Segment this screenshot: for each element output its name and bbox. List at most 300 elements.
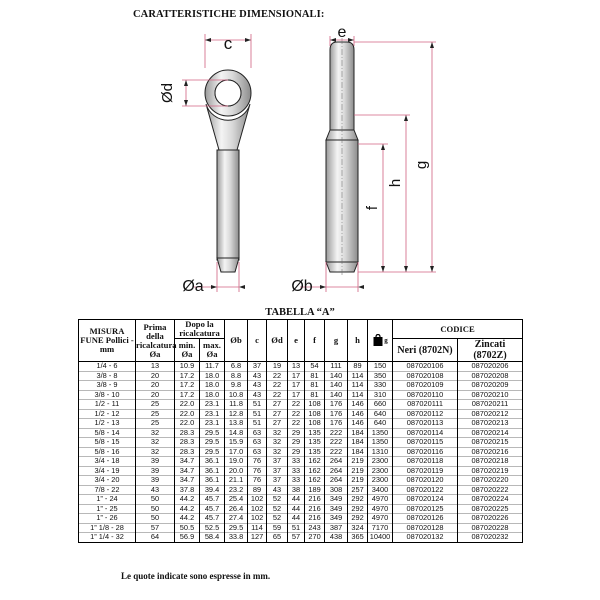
table-cell: 21.1 xyxy=(225,476,248,486)
table-cell: 257 xyxy=(348,485,368,495)
table-cell: 54 xyxy=(305,362,325,372)
table-cell: 1350 xyxy=(368,438,393,448)
table-cell: 087020215 xyxy=(458,438,523,448)
table-cell: 81 xyxy=(305,381,325,391)
table-cell: 087020115 xyxy=(393,438,458,448)
table-cell: 52 xyxy=(267,514,288,524)
table-cell: 150 xyxy=(368,362,393,372)
table-cell: 3/4 - 19 xyxy=(79,466,136,476)
table-cell: 17 xyxy=(288,371,305,381)
table-cell: 37.8 xyxy=(175,485,200,495)
table-cell: 64 xyxy=(136,533,175,543)
table-cell: 087020222 xyxy=(458,485,523,495)
table-cell: 1350 xyxy=(368,428,393,438)
table-cell: 39.4 xyxy=(200,485,225,495)
table-cell: 087020116 xyxy=(393,447,458,457)
table-title: TABELLA “A” xyxy=(265,307,335,318)
table-cell: 26.4 xyxy=(225,504,248,514)
table-row xyxy=(79,409,523,419)
table-cell: 135 xyxy=(305,428,325,438)
table-cell: 2300 xyxy=(368,457,393,467)
table-cell: 22.0 xyxy=(175,409,200,419)
table-cell: 640 xyxy=(368,419,393,429)
table-cell: 1/2 - 11 xyxy=(79,400,136,410)
header-c: c xyxy=(248,320,267,362)
table-cell: 23.2 xyxy=(225,485,248,495)
table-cell: 365 xyxy=(348,533,368,543)
table-cell: 087020125 xyxy=(393,504,458,514)
label-h: h xyxy=(387,178,404,188)
table-cell: 22 xyxy=(267,371,288,381)
table-cell: 1” - 26 xyxy=(79,514,136,524)
table-cell: 10400 xyxy=(368,533,393,543)
table-cell: 3/4 - 20 xyxy=(79,476,136,486)
table-cell: 50 xyxy=(136,504,175,514)
table-cell: 114 xyxy=(348,390,368,400)
table-cell: 22 xyxy=(267,390,288,400)
table-cell: 45.7 xyxy=(200,495,225,505)
table-cell: 43 xyxy=(267,485,288,495)
table-cell: 222 xyxy=(325,447,348,457)
header-f: f xyxy=(305,320,325,362)
table-cell: 087020208 xyxy=(458,371,523,381)
table-cell: 44 xyxy=(288,495,305,505)
table-cell: 087020124 xyxy=(393,495,458,505)
table-cell: 292 xyxy=(348,504,368,514)
table-cell: 11.8 xyxy=(225,400,248,410)
table-cell: 18.0 xyxy=(200,390,225,400)
header-max: max. Øa xyxy=(200,339,225,362)
table-cell: 51 xyxy=(248,419,267,429)
table-cell: 349 xyxy=(325,514,348,524)
table-cell: 2300 xyxy=(368,466,393,476)
table-cell: 087020226 xyxy=(458,514,523,524)
table-cell: 28.3 xyxy=(175,438,200,448)
table-cell: 087020220 xyxy=(458,476,523,486)
table-cell: 76 xyxy=(248,457,267,467)
table-cell: 25 xyxy=(136,419,175,429)
table-cell: 57 xyxy=(136,523,175,533)
table-cell: 38 xyxy=(288,485,305,495)
table-cell: 184 xyxy=(348,428,368,438)
table-cell: 27 xyxy=(267,419,288,429)
table-cell: 219 xyxy=(348,476,368,486)
label-b: Øb xyxy=(291,278,313,295)
table-cell: 89 xyxy=(348,362,368,372)
table-cell: 22.0 xyxy=(175,400,200,410)
table-cell: 387 xyxy=(325,523,348,533)
table-row xyxy=(79,381,523,391)
table-cell: 45.7 xyxy=(200,504,225,514)
table-cell: 13 xyxy=(136,362,175,372)
table-cell: 51 xyxy=(288,523,305,533)
table-cell: 23.1 xyxy=(200,400,225,410)
table-cell: 264 xyxy=(325,457,348,467)
table-cell: 29 xyxy=(288,438,305,448)
table-cell: 1” 1/4 - 32 xyxy=(79,533,136,543)
side-view xyxy=(326,38,358,276)
table-cell: 310 xyxy=(368,390,393,400)
table-cell: 18.0 xyxy=(200,371,225,381)
table-cell: 140 xyxy=(325,390,348,400)
table-row xyxy=(79,371,523,381)
table-cell: 324 xyxy=(348,523,368,533)
table-cell: 52 xyxy=(267,504,288,514)
table-cell: 58.4 xyxy=(200,533,225,543)
table-cell: 1” - 25 xyxy=(79,504,136,514)
table-cell: 243 xyxy=(305,523,325,533)
weight-unit: g xyxy=(384,336,388,345)
table-cell: 27 xyxy=(267,409,288,419)
table-cell: 29.5 xyxy=(200,438,225,448)
table-cell: 44.2 xyxy=(175,495,200,505)
table-cell: 087020225 xyxy=(458,504,523,514)
table-cell: 292 xyxy=(348,514,368,524)
table-cell: 087020110 xyxy=(393,390,458,400)
table-cell: 33 xyxy=(288,457,305,467)
table-cell: 4970 xyxy=(368,495,393,505)
table-cell: 19.0 xyxy=(225,457,248,467)
table-cell: 219 xyxy=(348,466,368,476)
table-cell: 308 xyxy=(325,485,348,495)
table-cell: 087020224 xyxy=(458,495,523,505)
label-c: c xyxy=(223,34,233,53)
table-cell: 5/8 - 14 xyxy=(79,428,136,438)
table-cell: 135 xyxy=(305,447,325,457)
header-prima: Prima della ricalcatura Øa xyxy=(136,320,175,362)
table-row xyxy=(79,400,523,410)
header-e: e xyxy=(288,320,305,362)
table-cell: 184 xyxy=(348,438,368,448)
table-cell: 102 xyxy=(248,504,267,514)
table-cell: 15.9 xyxy=(225,438,248,448)
table-row xyxy=(79,476,523,486)
table-cell: 51 xyxy=(248,400,267,410)
table-cell: 34.7 xyxy=(175,457,200,467)
table-cell: 32 xyxy=(267,438,288,448)
table-cell: 1” 1/8 - 28 xyxy=(79,523,136,533)
table-cell: 146 xyxy=(348,409,368,419)
table-cell: 087020113 xyxy=(393,419,458,429)
front-view xyxy=(205,70,251,272)
dimensions-table xyxy=(78,319,523,543)
table-cell: 63 xyxy=(248,428,267,438)
table-cell: 22 xyxy=(267,381,288,391)
table-cell: 350 xyxy=(368,371,393,381)
table-cell: 189 xyxy=(305,485,325,495)
table-cell: 25 xyxy=(136,400,175,410)
table-cell: 17 xyxy=(288,390,305,400)
label-g: g xyxy=(413,160,430,170)
table-cell: 087020211 xyxy=(458,400,523,410)
table-cell: 7/8 - 22 xyxy=(79,485,136,495)
table-cell: 57 xyxy=(288,533,305,543)
table-cell: 34.7 xyxy=(175,466,200,476)
table-cell: 087020132 xyxy=(393,533,458,543)
table-cell: 51 xyxy=(248,409,267,419)
table-cell: 162 xyxy=(305,466,325,476)
table-cell: 087020128 xyxy=(393,523,458,533)
table-cell: 23.1 xyxy=(200,409,225,419)
table-cell: 10.9 xyxy=(175,362,200,372)
table-cell: 4970 xyxy=(368,504,393,514)
table-cell: 087020210 xyxy=(458,390,523,400)
table-cell: 216 xyxy=(305,495,325,505)
table-cell: 29 xyxy=(288,447,305,457)
table-cell: 27.4 xyxy=(225,514,248,524)
table-cell: 22.0 xyxy=(175,419,200,429)
table-cell: 81 xyxy=(305,371,325,381)
table-cell: 087020219 xyxy=(458,466,523,476)
table-cell: 1/2 - 12 xyxy=(79,409,136,419)
table-cell: 25.4 xyxy=(225,495,248,505)
section-title: CARATTERISTICHE DIMENSIONALI: xyxy=(133,9,325,20)
table-cell: 20 xyxy=(136,371,175,381)
table-cell: 50 xyxy=(136,514,175,524)
table-cell: 50 xyxy=(136,495,175,505)
table-row xyxy=(79,457,523,467)
table-row xyxy=(79,504,523,514)
table-cell: 56.9 xyxy=(175,533,200,543)
table-cell: 087020114 xyxy=(393,428,458,438)
header-h: h xyxy=(348,320,368,362)
table-cell: 1” - 24 xyxy=(79,495,136,505)
table-cell: 32 xyxy=(267,447,288,457)
table-cell: 44.2 xyxy=(175,504,200,514)
table-cell: 37 xyxy=(267,457,288,467)
table-cell: 330 xyxy=(368,381,393,391)
table-cell: 29.5 xyxy=(200,447,225,457)
table-cell: 087020118 xyxy=(393,457,458,467)
table-cell: 162 xyxy=(305,457,325,467)
table-cell: 36.1 xyxy=(200,457,225,467)
footnote: Le quote indicate sono espresse in mm. xyxy=(121,571,271,581)
table-cell: 27 xyxy=(267,400,288,410)
table-cell: 264 xyxy=(325,476,348,486)
table-cell: 3/8 - 8 xyxy=(79,371,136,381)
table-cell: 52 xyxy=(267,495,288,505)
table-cell: 32 xyxy=(267,428,288,438)
header-d: Ød xyxy=(267,320,288,362)
table-cell: 39 xyxy=(136,476,175,486)
table-cell: 20 xyxy=(136,381,175,391)
table-cell: 222 xyxy=(325,428,348,438)
table-cell: 135 xyxy=(305,438,325,448)
table-cell: 1/4 - 6 xyxy=(79,362,136,372)
table-cell: 13.8 xyxy=(225,419,248,429)
header-codice: CODICE xyxy=(393,320,523,339)
table-cell: 3/8 - 10 xyxy=(79,390,136,400)
table-cell: 087020214 xyxy=(458,428,523,438)
header-min: min. Øa xyxy=(175,339,200,362)
table-cell: 3/8 - 9 xyxy=(79,381,136,391)
table-cell: 32 xyxy=(136,438,175,448)
table-cell: 19 xyxy=(267,362,288,372)
table-cell: 37 xyxy=(248,362,267,372)
table-cell: 50.5 xyxy=(175,523,200,533)
table-cell: 111 xyxy=(325,362,348,372)
table-cell: 39 xyxy=(136,466,175,476)
table-cell: 29.5 xyxy=(200,428,225,438)
table-cell: 102 xyxy=(248,514,267,524)
table-cell: 216 xyxy=(305,514,325,524)
table-row xyxy=(79,514,523,524)
table-cell: 8.8 xyxy=(225,371,248,381)
table-row xyxy=(79,419,523,429)
table-row xyxy=(79,447,523,457)
table-cell: 44 xyxy=(288,504,305,514)
table-cell: 89 xyxy=(248,485,267,495)
table-cell: 176 xyxy=(325,419,348,429)
table-cell: 32 xyxy=(136,447,175,457)
table-cell: 17.0 xyxy=(225,447,248,457)
table-cell: 087020216 xyxy=(458,447,523,457)
table-cell: 37 xyxy=(267,476,288,486)
table-cell: 292 xyxy=(348,495,368,505)
table-cell: 640 xyxy=(368,409,393,419)
table-row xyxy=(79,466,523,476)
table-cell: 087020212 xyxy=(458,409,523,419)
table-cell: 81 xyxy=(305,390,325,400)
table-cell: 43 xyxy=(248,381,267,391)
table-cell: 11.7 xyxy=(200,362,225,372)
table-cell: 36.1 xyxy=(200,476,225,486)
table-cell: 12.8 xyxy=(225,409,248,419)
table-row xyxy=(79,390,523,400)
table-cell: 37 xyxy=(267,466,288,476)
table-cell: 3/4 - 18 xyxy=(79,457,136,467)
table-cell: 176 xyxy=(325,409,348,419)
table-cell: 22 xyxy=(288,419,305,429)
table-cell: 2300 xyxy=(368,476,393,486)
table-cell: 087020228 xyxy=(458,523,523,533)
table-cell: 10.8 xyxy=(225,390,248,400)
table-cell: 36.1 xyxy=(200,466,225,476)
table-cell: 087020126 xyxy=(393,514,458,524)
table-cell: 28.3 xyxy=(175,428,200,438)
table-cell: 20.0 xyxy=(225,466,248,476)
table-cell: 087020232 xyxy=(458,533,523,543)
table-cell: 140 xyxy=(325,371,348,381)
table-cell: 087020213 xyxy=(458,419,523,429)
table-cell: 45.7 xyxy=(200,514,225,524)
table-row xyxy=(79,485,523,495)
table-cell: 087020209 xyxy=(458,381,523,391)
table-cell: 140 xyxy=(325,381,348,391)
table-cell: 25 xyxy=(136,409,175,419)
table-cell: 17 xyxy=(288,381,305,391)
table-cell: 28.3 xyxy=(175,447,200,457)
table-cell: 349 xyxy=(325,495,348,505)
table-cell: 162 xyxy=(305,476,325,486)
table-cell: 087020112 xyxy=(393,409,458,419)
table-cell: 349 xyxy=(325,504,348,514)
label-d: Ød xyxy=(159,82,176,104)
table-cell: 087020122 xyxy=(393,485,458,495)
table-cell: 52.5 xyxy=(200,523,225,533)
table-cell: 108 xyxy=(305,400,325,410)
header-dopo: Dopo la ricalcatura xyxy=(175,320,225,339)
table-cell: 087020109 xyxy=(393,381,458,391)
header-zincati: Zincati (8702Z) xyxy=(458,339,523,362)
table-cell: 43 xyxy=(136,485,175,495)
table-cell: 22 xyxy=(288,409,305,419)
table-cell: 146 xyxy=(348,400,368,410)
table-row xyxy=(79,362,523,372)
table-cell: 33.8 xyxy=(225,533,248,543)
table-cell: 7170 xyxy=(368,523,393,533)
table-cell: 17.2 xyxy=(175,381,200,391)
table-cell: 4970 xyxy=(368,514,393,524)
table-cell: 59 xyxy=(267,523,288,533)
table-cell: 9.8 xyxy=(225,381,248,391)
table-cell: 146 xyxy=(348,419,368,429)
header-weight xyxy=(368,320,393,362)
table-cell: 5/8 - 16 xyxy=(79,447,136,457)
table-cell: 087020206 xyxy=(458,362,523,372)
table-cell: 44 xyxy=(288,514,305,524)
table-cell: 222 xyxy=(325,438,348,448)
table-cell: 23.1 xyxy=(200,419,225,429)
table-cell: 102 xyxy=(248,495,267,505)
table-cell: 087020119 xyxy=(393,466,458,476)
table-cell: 087020120 xyxy=(393,476,458,486)
table-cell: 087020106 xyxy=(393,362,458,372)
table-cell: 14.8 xyxy=(225,428,248,438)
table-cell: 108 xyxy=(305,419,325,429)
table-cell: 660 xyxy=(368,400,393,410)
table-cell: 087020111 xyxy=(393,400,458,410)
table-cell: 264 xyxy=(325,466,348,476)
table-cell: 219 xyxy=(348,457,368,467)
table-cell: 33 xyxy=(288,466,305,476)
table-row xyxy=(79,438,523,448)
table-cell: 34.7 xyxy=(175,476,200,486)
table-cell: 22 xyxy=(288,400,305,410)
table-cell: 20 xyxy=(136,390,175,400)
table-row xyxy=(79,495,523,505)
table-cell: 438 xyxy=(325,533,348,543)
table-cell: 76 xyxy=(248,466,267,476)
table-row xyxy=(79,533,523,543)
table-cell: 63 xyxy=(248,438,267,448)
table-cell: 087020218 xyxy=(458,457,523,467)
table-cell: 108 xyxy=(305,409,325,419)
header-b: Øb xyxy=(225,320,248,362)
label-e: e xyxy=(337,24,347,41)
weight-icon xyxy=(372,334,384,347)
table-cell: 18.0 xyxy=(200,381,225,391)
table-cell: 13 xyxy=(288,362,305,372)
table-cell: 1/2 - 13 xyxy=(79,419,136,429)
table-row xyxy=(79,428,523,438)
table-cell: 32 xyxy=(136,428,175,438)
table-cell: 216 xyxy=(305,504,325,514)
table-cell: 114 xyxy=(348,381,368,391)
table-row xyxy=(79,523,523,533)
table-cell: 17.2 xyxy=(175,390,200,400)
table-cell: 43 xyxy=(248,390,267,400)
table-cell: 1310 xyxy=(368,447,393,457)
label-f: f xyxy=(364,205,381,211)
table-cell: 17.2 xyxy=(175,371,200,381)
table-cell: 127 xyxy=(248,533,267,543)
table-cell: 114 xyxy=(348,371,368,381)
table-cell: 270 xyxy=(305,533,325,543)
header-g: g xyxy=(325,320,348,362)
label-a: Øa xyxy=(182,278,204,295)
table-cell: 087020108 xyxy=(393,371,458,381)
